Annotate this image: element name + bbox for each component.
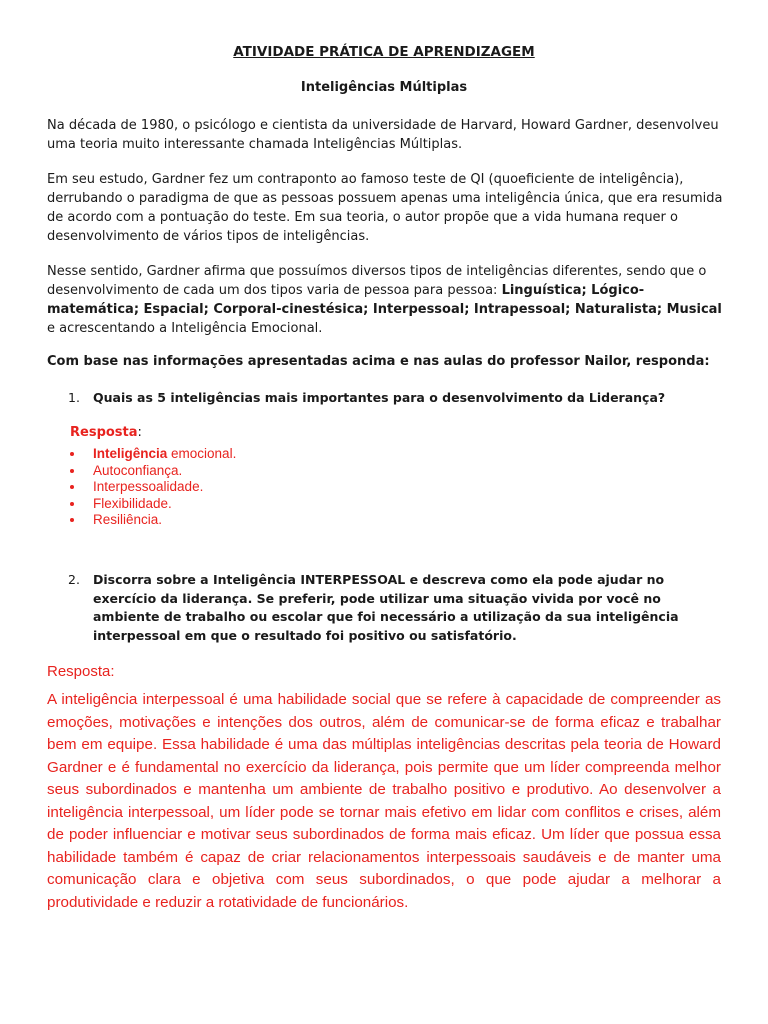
answer-text: Interpessoalidade. [93, 479, 204, 494]
question-1-number: 1. [68, 390, 80, 405]
bullet-icon [70, 469, 74, 473]
answer-text: Resiliência. [93, 512, 163, 527]
list-item [70, 446, 236, 463]
study-paragraph: Em seu estudo, Gardner fez um contraponto ao famoso teste de QI (quoeficiente de inteligência), derrubando o paradigma de que as pessoas possuem apenas uma inteligência única, que era resumida de acordo com a pontuação do teste. Em sua teoria, o autor propõe que a vida humana requer o desenvolvimento de vários tipos de inteligências. [47, 172, 723, 244]
document-title: ATIVIDADE PRÁTICA DE APRENDIZAGEM [233, 44, 535, 60]
question-2-text: Discorra sobre a Inteligência INTERPESSOAL e descreva como ela pode ajudar no exercício da liderança. Se preferir, pode utilizar uma situação vivida por você no ambiente de trabalho ou escolar que foi necessário a utilização da sua inteligência interpessoal em que o resultado foi positivo ou satisfatório. [93, 572, 679, 643]
bullet-icon [70, 518, 74, 522]
types-paragraph [47, 262, 727, 338]
question-1-answer-list [70, 446, 236, 529]
question-2-response-text: A inteligência interpessoal é uma habilidade social que se refere à capacidade de compreender as emoções, motivações e intenções dos outros, além de comunicar-se de forma eficaz e trabalhar bem em equipe. Essa habilidade é uma das múltiplas inteligências descritas pela teoria de Howard Gardner e é fundamental no exercício da liderança, pois permite que um líder compreenda melhor seus subordinados e mantenha um ambiente de trabalho positivo e produtivo. Ao desenvolver a inteligência interpessoal, um líder pode se tornar mais efetivo em lidar com conflitos e crises, além de poder influenciar e motivar seus subordinados de forma mais eficaz. Um líder que possua essa habilidade também é capaz de criar relacionamentos interpessoais saudáveis e de manter uma comunicação clara e objetiva com seus subordinados, o que pode ajudar a melhorar a produtividade e reduzir a rotatividade de funcionários. [47, 691, 721, 911]
answer-text: Autoconfiança. [93, 462, 183, 478]
intro-paragraph: Na década de 1980, o psicólogo e cientista da universidade de Harvard, Howard Gardner, desenvolveu uma teoria muito interessante chamada Inteligências Múltiplas. [47, 118, 719, 152]
answer-bold-text: Inteligência [93, 446, 168, 461]
intelligence-types-list: Linguística; Lógico-matemática; Espacial; Corporal-cinestésica; Interpessoal; Intrapessoal; Naturalista; Musical [47, 283, 722, 317]
question-2 [68, 571, 724, 645]
question-1-text: Quais as 5 inteligências mais importantes para o desenvolvimento da Liderança? [93, 390, 666, 405]
question-2-number: 2. [68, 572, 80, 587]
bullet-icon [70, 485, 74, 489]
list-item [70, 496, 236, 513]
list-item [70, 512, 236, 529]
document-subtitle: Inteligências Múltiplas [300, 80, 468, 95]
bullet-icon [70, 452, 74, 456]
types-paragraph-start: Nesse sentido, Gardner afirma que possuímos diversos tipos de inteligências diferentes, sendo que o desenvolvimento de cada um dos tipos varia de pessoa para pessoa: [47, 264, 707, 298]
question-2-response-label: Resposta: [47, 663, 115, 680]
list-item [70, 479, 236, 496]
instruction-text: Com base nas informações apresentadas acima e nas aulas do professor Nailor, responda: [47, 354, 710, 369]
question-1 [68, 389, 724, 408]
response-label-word: Resposta [70, 425, 138, 440]
answer-text: emocional. [167, 446, 237, 461]
question-1-response-label [70, 425, 142, 440]
response-label-colon: : [137, 425, 142, 440]
answer-text: Flexibilidade. [93, 495, 172, 511]
types-paragraph-end: e acrescentando a Inteligência Emocional. [47, 321, 323, 336]
bullet-icon [70, 502, 74, 506]
list-item [70, 463, 236, 480]
